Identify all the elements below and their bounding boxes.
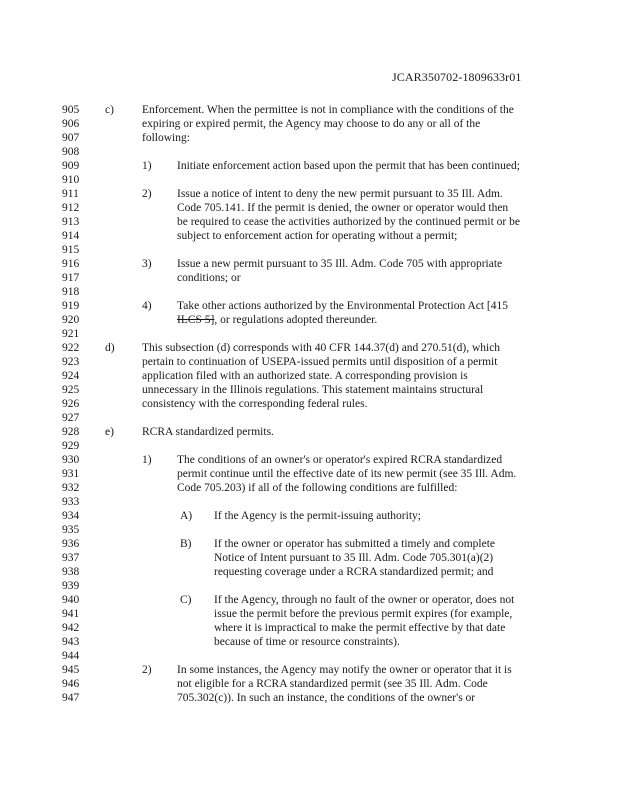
line-number: 910	[62, 174, 80, 186]
line-number: 946	[62, 678, 80, 690]
line-number: 913	[62, 216, 80, 228]
label-c3: 3)	[142, 258, 152, 270]
line-number: 925	[62, 384, 80, 396]
text-line: Issue a notice of intent to deny the new permit pursuant to 35 Ill. Adm.	[177, 188, 503, 200]
line-number: 908	[62, 146, 80, 158]
label-e1A: A)	[180, 510, 193, 522]
text-line: Enforcement. When the permittee is not in compliance with the conditions of the	[142, 104, 514, 116]
line-number: 921	[62, 328, 80, 340]
text-line: In some instances, the Agency may notify the owner or operator that it is	[177, 664, 512, 676]
label-e2: 2)	[142, 664, 152, 676]
line-number: 939	[62, 580, 80, 592]
line-number: 942	[62, 622, 80, 634]
text-line: be required to cease the activities authorized by the continued permit or be	[177, 216, 520, 228]
line-number: 945	[62, 664, 80, 676]
text-fragment: , or regulations adopted thereunder.	[214, 314, 378, 326]
label-e1B: B)	[180, 538, 192, 550]
text-line: If the Agency, through no fault of the owner or operator, does not	[214, 594, 515, 606]
line-number: 915	[62, 244, 80, 256]
struck-citation: ILCS 5]	[177, 314, 215, 326]
line-number: 928	[62, 426, 80, 438]
line-number: 920	[62, 314, 80, 326]
text-line: RCRA standardized permits.	[142, 426, 274, 438]
line-number: 926	[62, 398, 80, 410]
text-line: If the owner or operator has submitted a timely and complete	[214, 538, 496, 550]
line-number: 947	[62, 692, 80, 704]
text-line: conditions; or	[177, 272, 241, 284]
text-line: because of time or resource constraints).	[214, 636, 400, 648]
label-c4: 4)	[142, 300, 152, 312]
line-number: 916	[62, 258, 80, 270]
line-number: 941	[62, 608, 80, 620]
line-number: 931	[62, 468, 80, 480]
text-line: application filed with an authorized state. A corresponding provision is	[142, 370, 468, 382]
text-line: Initiate enforcement action based upon the permit that has been continued;	[177, 160, 520, 172]
line-number: 906	[62, 118, 80, 130]
label-e1C: C)	[180, 594, 192, 606]
text-line: issue the permit before the previous permit expires (for example,	[214, 608, 513, 620]
line-number: 934	[62, 510, 80, 522]
document-id: JCAR350702-1809633r01	[392, 70, 522, 84]
line-number: 909	[62, 160, 80, 172]
line-number: 935	[62, 524, 80, 536]
text-line: following:	[142, 132, 190, 144]
label-c2: 2)	[142, 188, 152, 200]
text-line: where it is impractical to make the permit effective by that date	[214, 622, 506, 634]
line-number: 917	[62, 272, 80, 284]
line-number: 944	[62, 650, 80, 662]
text-line: Issue a new permit pursuant to 35 Ill. Adm. Code 705 with appropriate	[177, 258, 503, 270]
label-d: d)	[105, 342, 115, 354]
line-number: 905	[62, 104, 80, 116]
text-line: If the Agency is the permit-issuing authority;	[214, 510, 421, 522]
line-number: 943	[62, 636, 80, 648]
line-number: 929	[62, 440, 80, 452]
label-e: e)	[105, 426, 114, 438]
text-line: subject to enforcement action for operating without a permit;	[177, 230, 458, 242]
label-c: c)	[105, 104, 114, 116]
text-line: Code 705.203) if all of the following conditions are fulfilled:	[177, 482, 458, 494]
text-line: permit continue until the effective date of its new permit (see 35 Ill. Adm.	[177, 468, 517, 480]
line-number: 918	[62, 286, 80, 298]
line-number: 911	[62, 188, 79, 200]
text-line: requesting coverage under a RCRA standardized permit; and	[214, 566, 494, 578]
text-line: The conditions of an owner's or operator's expired RCRA standardized	[177, 454, 503, 466]
text-line	[177, 313, 377, 327]
line-number: 907	[62, 132, 80, 144]
line-number: 932	[62, 482, 80, 494]
line-number: 912	[62, 202, 80, 214]
text-line: Take other actions authorized by the Environmental Protection Act [415	[177, 300, 509, 312]
text-line: consistency with the corresponding federal rules.	[142, 398, 368, 410]
line-number: 938	[62, 566, 80, 578]
text-line: This subsection (d) corresponds with 40 CFR 144.37(d) and 270.51(d), which	[142, 342, 501, 354]
text-line: Notice of Intent pursuant to 35 Ill. Adm. Code 705.301(a)(2)	[214, 552, 494, 564]
text-line: unnecessary in the Illinois regulations. This statement maintains structural	[142, 384, 484, 396]
text-line: 705.302(c)). In such an instance, the conditions of the owner's or	[177, 692, 476, 704]
line-number: 914	[62, 230, 80, 242]
line-number: 930	[62, 454, 80, 466]
label-e1: 1)	[142, 454, 152, 466]
line-number: 936	[62, 538, 80, 550]
line-number: 922	[62, 342, 80, 354]
text-line: pertain to continuation of USEPA-issued permits until disposition of a permit	[142, 356, 498, 368]
line-number: 927	[62, 412, 80, 424]
label-c1: 1)	[142, 160, 152, 172]
line-number: 937	[62, 552, 80, 564]
line-number: 923	[62, 356, 80, 368]
line-number: 919	[62, 300, 80, 312]
line-number: 940	[62, 594, 80, 606]
line-number: 933	[62, 496, 80, 508]
text-line: Code 705.141. If the permit is denied, the owner or operator would then	[177, 202, 509, 214]
line-number: 924	[62, 370, 80, 382]
text-line: not eligible for a RCRA standardized permit (see 35 Ill. Adm. Code	[177, 678, 488, 690]
text-line: expiring or expired permit, the Agency may choose to do any or all of the	[142, 118, 481, 130]
